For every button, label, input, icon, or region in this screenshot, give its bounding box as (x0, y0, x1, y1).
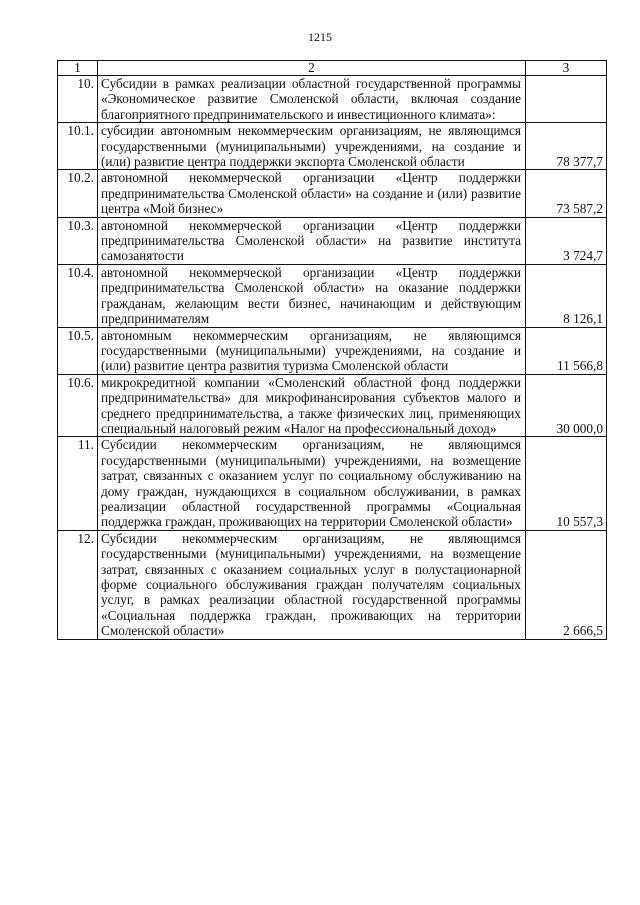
column-header-1: 1 (58, 61, 98, 76)
table-row (58, 327, 607, 374)
row-value: 11 566,8 (526, 327, 607, 374)
row-number: 10. (58, 76, 98, 123)
row-text: автономным некоммерческим организациям, не являющимся государственными (муниципальными) учреждениями, на создание и (или) развитие центра развития туризма Смоленской области (98, 327, 526, 374)
row-text: микрокредитной компании «Смоленский областной фонд поддержки предпринимательства» для микрофинансирования субъектов малого и среднего предпринимательства, а также физических лиц, применяющих специальный налоговый режим «Налог на профессиональный доход» (98, 374, 526, 437)
table-row (58, 374, 607, 437)
row-text: субсидии автономным некоммерческим организациям, не являющимся государственными (муниципальными) учреждениями, на создание и (или) развитие центра поддержки экспорта Смоленской области (98, 123, 526, 170)
row-value (526, 76, 607, 123)
row-text: Субсидии некоммерческим организациям, не являющимся государственными (муниципальными) учреждениями, на возмещение затрат, связанных с оказанием социальных услуг в полустационарной форме социального обслуживания граждан получателям социальных услуг, в рамках реализации областной государственной программы «Социальная поддержка граждан, проживающих на территории Смоленской области» (98, 530, 526, 639)
column-header-2: 2 (98, 61, 526, 76)
table-row (58, 264, 607, 327)
table-header-row (58, 61, 607, 76)
row-text: Субсидии в рамках реализации областной государственной программы «Экономическое развитие Смоленской области, включая создание благоприятного предпринимательского и инвестиционного климата»: (98, 76, 526, 123)
row-value: 10 557,3 (526, 437, 607, 530)
row-number: 10.1. (58, 123, 98, 170)
table-row (58, 123, 607, 170)
row-number: 10.2. (58, 170, 98, 217)
table-row (58, 170, 607, 217)
column-header-3: 3 (526, 61, 607, 76)
row-value: 8 126,1 (526, 264, 607, 327)
page-number: 1215 (308, 30, 332, 44)
table-row (58, 217, 607, 264)
row-value: 78 377,7 (526, 123, 607, 170)
row-text: автономной некоммерческой организации «Центр поддержки предпринимательства Смоленской области» на создание и (или) развитие центра «Мой бизнес» (98, 170, 526, 217)
table-row (58, 76, 607, 123)
row-text: автономной некоммерческой организации «Центр поддержки предпринимательства Смоленской области» на оказание поддержки гражданам, желающим вести бизнес, начинающим и действующим предпринимателям (98, 264, 526, 327)
row-number: 11. (58, 437, 98, 530)
row-number: 10.6. (58, 374, 98, 437)
row-value: 73 587,2 (526, 170, 607, 217)
subsidy-table (57, 60, 607, 640)
table-row (58, 530, 607, 639)
row-number: 12. (58, 530, 98, 639)
row-text: Субсидии некоммерческим организациям, не являющимся государственными (муниципальными) учреждениями, на возмещение затрат, связанных с оказанием услуг по социальному обслуживанию на дому граждан, нуждающихся в социальном обслуживании, в рамках реализации областной государственной программы «Социальная поддержка граждан, проживающих на территории Смоленской области» (98, 437, 526, 530)
row-value: 2 666,5 (526, 530, 607, 639)
row-value: 30 000,0 (526, 374, 607, 437)
row-number: 10.4. (58, 264, 98, 327)
row-text: автономной некоммерческой организации «Центр поддержки предпринимательства Смоленской области» на развитие института самозанятости (98, 217, 526, 264)
row-number: 10.3. (58, 217, 98, 264)
row-value: 3 724,7 (526, 217, 607, 264)
row-number: 10.5. (58, 327, 98, 374)
table-row (58, 437, 607, 530)
